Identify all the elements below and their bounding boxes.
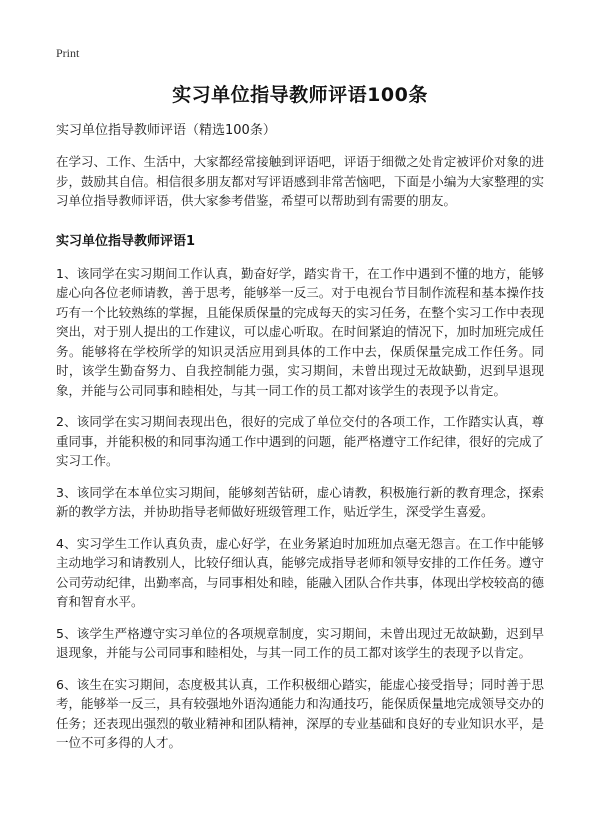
comment-paragraph-3: 3、该同学在本单位实习期间，能够刻苦钻研，虚心请教，积极施行新的教育理念，探索新的教学方法，并协助指导老师做好班级管理工作，贴近学生，深受学生喜爱。: [56, 484, 544, 519]
document-subtitle: 实习单位指导教师评语（精选100条）: [56, 123, 276, 138]
document-body: [56, 121, 544, 765]
comment-paragraph-4: 4、实习学生工作认真负责，虚心好学，在业务紧迫时加班加点毫无怨言。在工作中能够主动地学习和请教别人，比较仔细认真，能够完成指导老师和领导安排的工作任务。遵守公司劳动纪律，出勤率高，与同事相处和睦，能融入团队合作共事，体现出学校较高的德育和智育水平。: [56, 535, 544, 609]
print-label: Print: [56, 46, 80, 60]
intro-paragraph: 在学习、工作、生活中，大家都经常接触到评语吧，评语于细微之处肯定被评价对象的进步，鼓励其自信。相信很多朋友都对写评语感到非常苦恼吧，下面是小编为大家整理的实习单位指导教师评语，供大家参考借鉴，希望可以帮助到有需要的朋友。: [56, 154, 544, 208]
comment-paragraph-6: 6、该生在实习期间，态度极其认真，工作积极细心踏实，能虚心接受指导；同时善于思考，能够举一反三，具有较强地外语沟通能力和沟通技巧，能保质保量地完成领导交办的任务；还表现出强烈的敬业精神和团队精神，深厚的专业基础和良好的专业知识水平，是一位不可多得的人才。: [56, 676, 544, 750]
comment-paragraph-2: 2、该同学在实习期间表现出色，很好的完成了单位交付的各项工作，工作踏实认真，尊重同事，并能积极的和同事沟通工作中遇到的问题，能严格遵守工作纪律，很好的完成了实习工作。: [56, 414, 544, 468]
section-heading: 实习单位指导教师评语1: [56, 233, 196, 249]
comment-paragraph-1: 1、该同学在实习期间工作认真，勤奋好学，踏实肯干，在工作中遇到不懂的地方，能够虚心向各位老师请教，善于思考，能够举一反三。对于电视台节目制作流程和基本操作技巧有一个比较熟练的掌握，且能保质保量的完成每天的实习任务，在整个实习工作中表现突出，对于别人提出的工作建议，可以虚心听取。在时间紧迫的情况下，加时加班完成任务。能够将在学校所学的知识灵活应用到具体的工作中去，保质保量完成工作任务。同时，该学生勤奋努力、自我控制能力强，实习期间，未曾出现过无故缺勤，迟到早退现象，并能与公司同事和睦相处，与其一同工作的员工都对该学生的表现予以肯定。: [56, 265, 544, 398]
comment-paragraph-5: 5、该学生严格遵守实习单位的各项规章制度，实习期间，未曾出现过无故缺勤，迟到早退现象，并能与公司同事和睦相处，与其一同工作的员工都对该学生的表现予以肯定。: [56, 625, 544, 660]
page-title: 实习单位指导教师评语100条: [172, 84, 428, 106]
